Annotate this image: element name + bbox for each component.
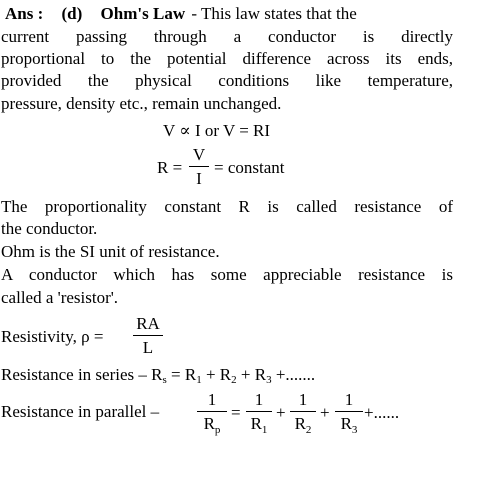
- resistivity-label: Resistivity, ρ =: [1, 327, 104, 346]
- para3-line-1: A conductor which has some appreciable resistance is: [1, 265, 453, 284]
- series-plus-1: + R: [201, 365, 232, 384]
- resistivity-numerator: RA: [136, 314, 160, 333]
- answer-header: [5, 5, 453, 22]
- parallel-label: Resistance in parallel –: [1, 402, 160, 421]
- para2-line-2: the conductor.: [1, 219, 98, 238]
- answer-label: Ans :: [5, 4, 44, 23]
- parallel-fraction-1: 1 $R_1$: [246, 391, 272, 436]
- resistivity-bar: [133, 335, 163, 336]
- answer-option: (d): [61, 4, 83, 23]
- resistivity-fraction: [133, 315, 163, 356]
- series-line: [1, 365, 316, 386]
- series-sub-2: 2: [231, 374, 237, 386]
- series-sub-1: 1: [196, 374, 202, 386]
- parallel-fraction-2: 1 $R_2$: [290, 391, 316, 436]
- ohm-unit-line: Ohm is the SI unit of resistance.: [1, 242, 220, 261]
- series-eq: = R: [166, 365, 197, 384]
- intro-line-2: proportional to the potential difference across its ends,: [1, 49, 453, 68]
- fraction-bar: [189, 166, 209, 167]
- parallel-plus-2: +: [320, 403, 330, 422]
- series-prefix: Resistance in series – R: [1, 365, 163, 384]
- series-plus-2: + R: [236, 365, 267, 384]
- para2-line-1: The proportionality constant R is called resistance of: [1, 197, 453, 216]
- parallel-tail: +......: [364, 403, 400, 422]
- equation-r-fraction: [189, 146, 209, 187]
- equation-r-rhs: = constant: [214, 158, 285, 177]
- equation-ohm: V ∝ I or V = RI: [163, 121, 271, 140]
- fraction-denominator: I: [196, 169, 202, 188]
- resistivity-denominator: L: [142, 338, 154, 357]
- fraction-numerator: V: [192, 145, 206, 164]
- parallel-fraction-3: 1 $R_3$: [335, 391, 363, 436]
- parallel-equals: =: [231, 403, 241, 422]
- intro-line-4: pressure, density etc., remain unchanged.: [1, 94, 282, 113]
- equation-r-lhs: R =: [157, 158, 183, 177]
- intro-line-3: provided the physical conditions like temperature,: [1, 71, 453, 90]
- header-rest: - This law states that the: [191, 4, 357, 23]
- parallel-plus-1: +: [276, 403, 286, 422]
- para3-line-2: called a 'resistor'.: [1, 288, 119, 307]
- series-sub-3: 3: [266, 374, 272, 386]
- series-sub-s: s: [162, 374, 167, 386]
- intro-line-1: current passing through a conductor is directly: [1, 27, 453, 46]
- series-tail: +.......: [271, 365, 316, 384]
- parallel-fraction-p: 1 $R_p$: [197, 391, 227, 436]
- law-name: Ohm's Law: [100, 4, 186, 23]
